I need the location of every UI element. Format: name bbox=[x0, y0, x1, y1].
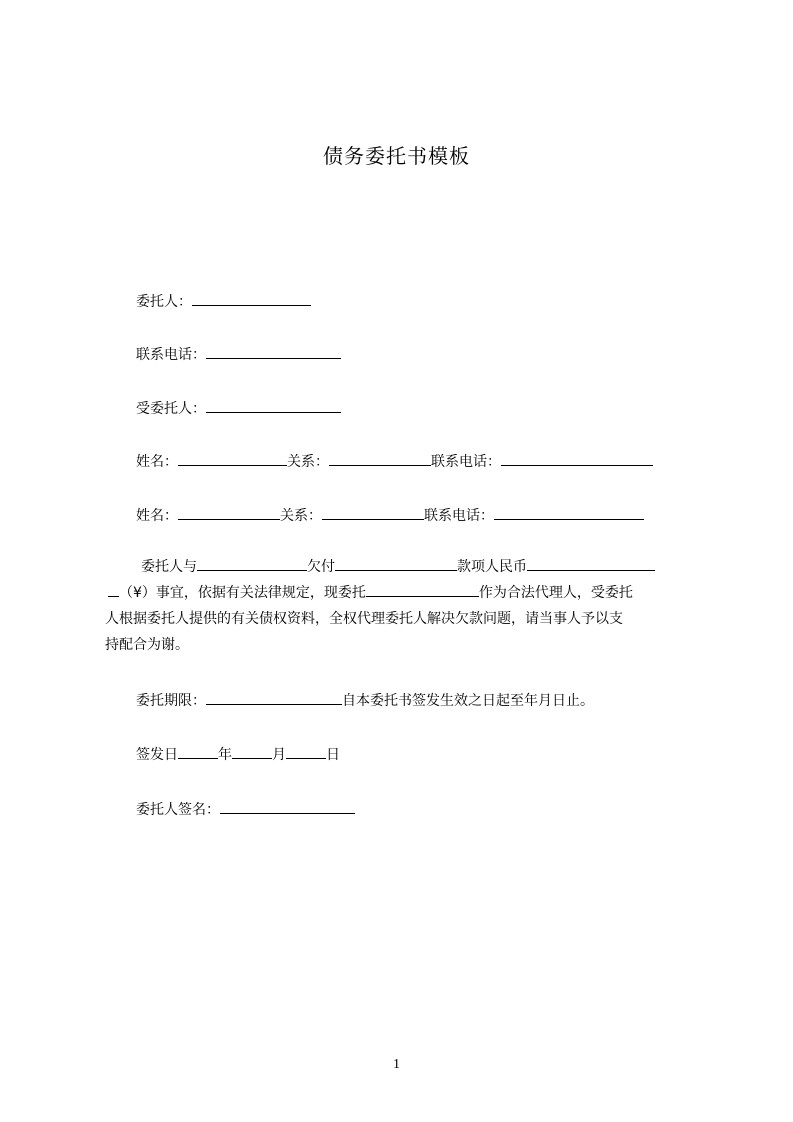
principal-line bbox=[136, 291, 311, 312]
day-blank[interactable] bbox=[286, 744, 326, 759]
phone-blank[interactable] bbox=[206, 344, 341, 359]
contact-phone-blank[interactable] bbox=[501, 451, 653, 466]
paragraph-line-4: 持配合为谢。 bbox=[105, 637, 189, 653]
debt-blank[interactable] bbox=[335, 556, 457, 571]
agent-blank[interactable] bbox=[206, 398, 341, 413]
year-blank[interactable] bbox=[178, 744, 218, 759]
term-line bbox=[136, 690, 594, 711]
sign-date-line bbox=[136, 744, 340, 765]
paragraph-text: （¥）事宜，依据有关法律规定，现委托 bbox=[119, 585, 366, 601]
month-label: 月 bbox=[272, 747, 286, 763]
relation-label: 关系： bbox=[280, 508, 322, 524]
day-label: 日 bbox=[326, 747, 340, 763]
phone-label: 联系电话： bbox=[136, 347, 206, 363]
month-blank[interactable] bbox=[232, 744, 272, 759]
relation-label: 关系： bbox=[287, 454, 329, 470]
principal-label: 委托人： bbox=[136, 294, 192, 310]
debtor-blank[interactable] bbox=[197, 556, 307, 571]
paragraph-text: 款项人民币 bbox=[457, 559, 527, 575]
contact-row-2 bbox=[136, 505, 644, 526]
agent-line bbox=[136, 398, 341, 419]
name-label: 姓名： bbox=[136, 508, 178, 524]
principal-blank[interactable] bbox=[192, 291, 311, 306]
paragraph-line-3: 人根据委托人提供的有关债权资料，全权代理委托人解决欠款问题，请当事人予以支 bbox=[105, 611, 623, 627]
signature-blank[interactable] bbox=[220, 799, 355, 814]
document-title: 债务委托书模板 bbox=[323, 144, 470, 168]
amount-blank[interactable] bbox=[527, 556, 655, 571]
contact-phone-label: 联系电话： bbox=[431, 454, 501, 470]
paragraph-line-1 bbox=[104, 554, 702, 580]
paragraph-line-2 bbox=[104, 580, 702, 606]
paragraph-text: 欠付 bbox=[307, 559, 335, 575]
contact-phone-label: 联系电话： bbox=[424, 508, 494, 524]
name-blank[interactable] bbox=[178, 505, 280, 520]
name-blank[interactable] bbox=[178, 451, 287, 466]
term-blank[interactable] bbox=[206, 690, 342, 705]
paragraph-text: 作为合法代理人，受委托 bbox=[478, 585, 633, 601]
agent-name-blank[interactable] bbox=[366, 582, 479, 597]
authorization-paragraph bbox=[104, 554, 702, 658]
contact-phone-blank[interactable] bbox=[494, 505, 644, 520]
page-number: 1 bbox=[393, 1057, 400, 1072]
agent-label: 受委托人： bbox=[136, 401, 206, 417]
year-label: 年 bbox=[218, 747, 232, 763]
contact-row-1 bbox=[136, 451, 653, 472]
relation-blank[interactable] bbox=[329, 451, 431, 466]
name-label: 姓名： bbox=[136, 454, 178, 470]
signature-line bbox=[136, 799, 355, 820]
relation-blank[interactable] bbox=[322, 505, 424, 520]
amount-blank-cont[interactable] bbox=[108, 582, 119, 597]
signature-label: 委托人签名： bbox=[136, 802, 220, 818]
paragraph-text: 委托人与 bbox=[141, 559, 197, 575]
sign-date-label: 签发日 bbox=[136, 747, 178, 763]
term-label: 委托期限： bbox=[136, 693, 206, 709]
term-suffix: 自本委托书签发生效之日起至年月日止。 bbox=[342, 693, 594, 709]
phone-line bbox=[136, 344, 341, 365]
